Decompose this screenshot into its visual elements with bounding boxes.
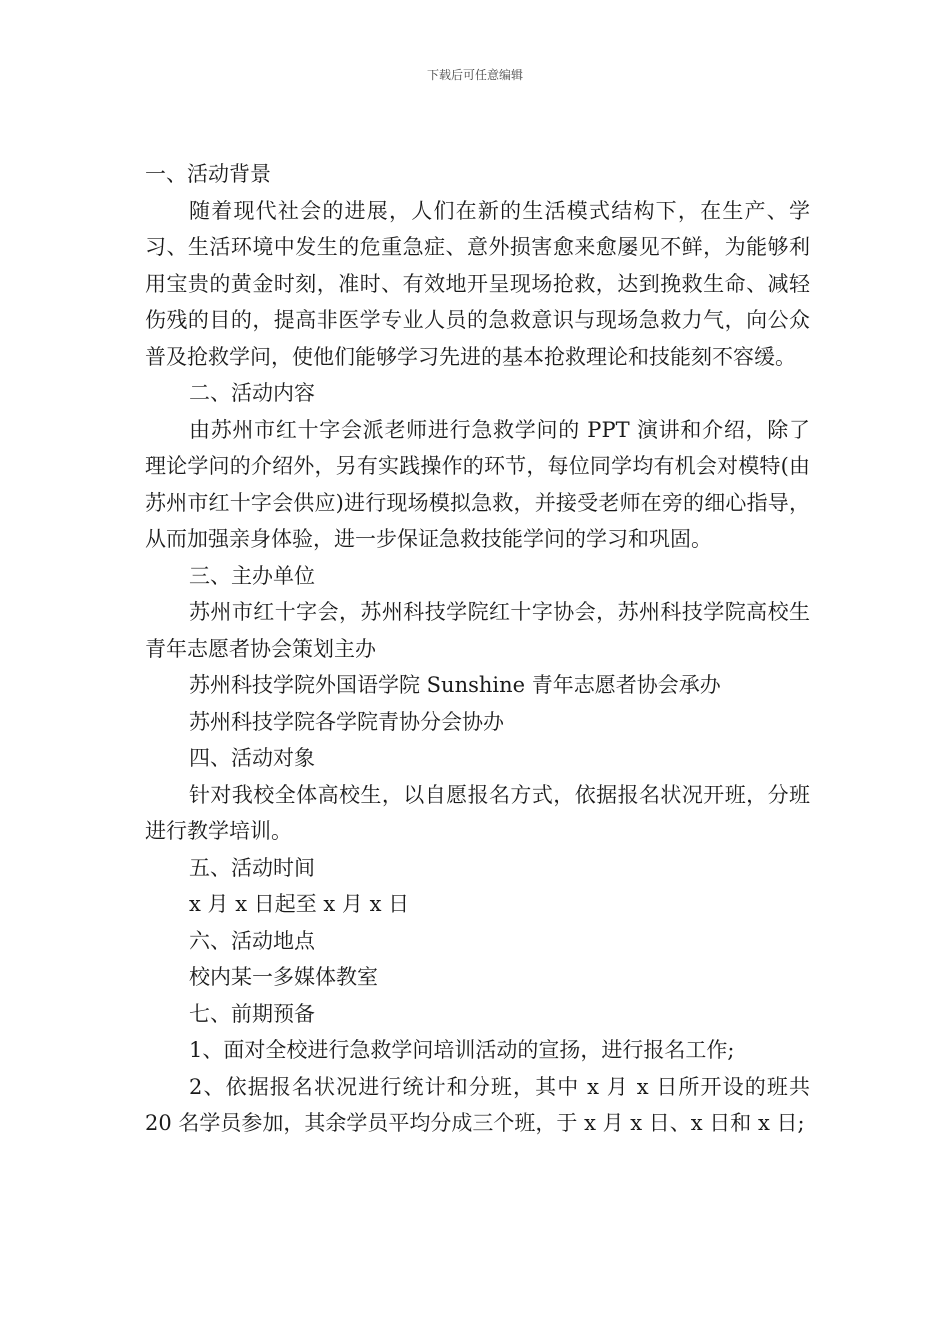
paragraph-time: x 月 x 日起至 x 月 x 日: [189, 892, 410, 916]
header-note: 下载后可任意编辑: [426, 68, 523, 82]
section-heading-background: 一、活动背景: [145, 162, 271, 186]
paragraph-background: 随着现代社会的进展，人们在新的生活模式结构下，在生产、学习、生活环境中发生的危重急症、意外损害愈来愈屡见不鲜，为能够利用宝贵的黄金时刻，准时、有效地开呈现场抢救，达到挽救生命、减轻伤残的目的，提高非医学专业人员的急救意识与现场急救力气，向公众普及抢救学问，使他们能够学习先进的基本抢救理论和技能刻不容缓。: [145, 198, 810, 369]
paragraph-location: 校内某一多媒体教室: [189, 965, 378, 989]
section-heading-audience: 四、活动对象: [189, 746, 315, 770]
list-item-preparation-2: 2、依据报名状况进行统计和分班，其中 x 月 x 日所开设的班共 20 名学员参加，其余学员平均分成三个班，于 x 月 x 日、x 日和 x 日;: [145, 1074, 810, 1135]
section-heading-organizer: 三、主办单位: [189, 563, 315, 588]
section-heading-location: 六、活动地点: [189, 928, 315, 953]
paragraph-organizer: 苏州市红十字会，苏州科技学院红十字协会，苏州科技学院高校生青年志愿者协会策划主办: [145, 600, 810, 661]
section-heading-preparation: 七、前期预备: [189, 1001, 315, 1026]
list-item-preparation-1: 1、面对全校进行急救学问培训活动的宣扬，进行报名工作;: [189, 1038, 735, 1062]
paragraph-content: 由苏州市红十字会派老师进行急救学问的 PPT 演讲和介绍，除了理论学问的介绍外，另有实践操作的环节，每位同学均有机会对模特(由苏州市红十字会供应)进行现场模拟急救，并接受老师在旁的细心指导，从而加强亲身体验，进一步保证急救技能学问的学习和巩固。: [145, 417, 810, 551]
section-heading-time: 五、活动时间: [189, 855, 315, 880]
section-heading-content: 二、活动内容: [189, 381, 315, 405]
paragraph-co-organizer: 苏州科技学院各学院青协分会协办: [189, 709, 504, 734]
paragraph-undertaker: 苏州科技学院外国语学院 Sunshine 青年志愿者协会承办: [189, 673, 721, 697]
paragraph-audience: 针对我校全体高校生，以自愿报名方式，依据报名状况开班，分班进行教学培训。: [145, 782, 810, 843]
document-body: [145, 156, 810, 1142]
